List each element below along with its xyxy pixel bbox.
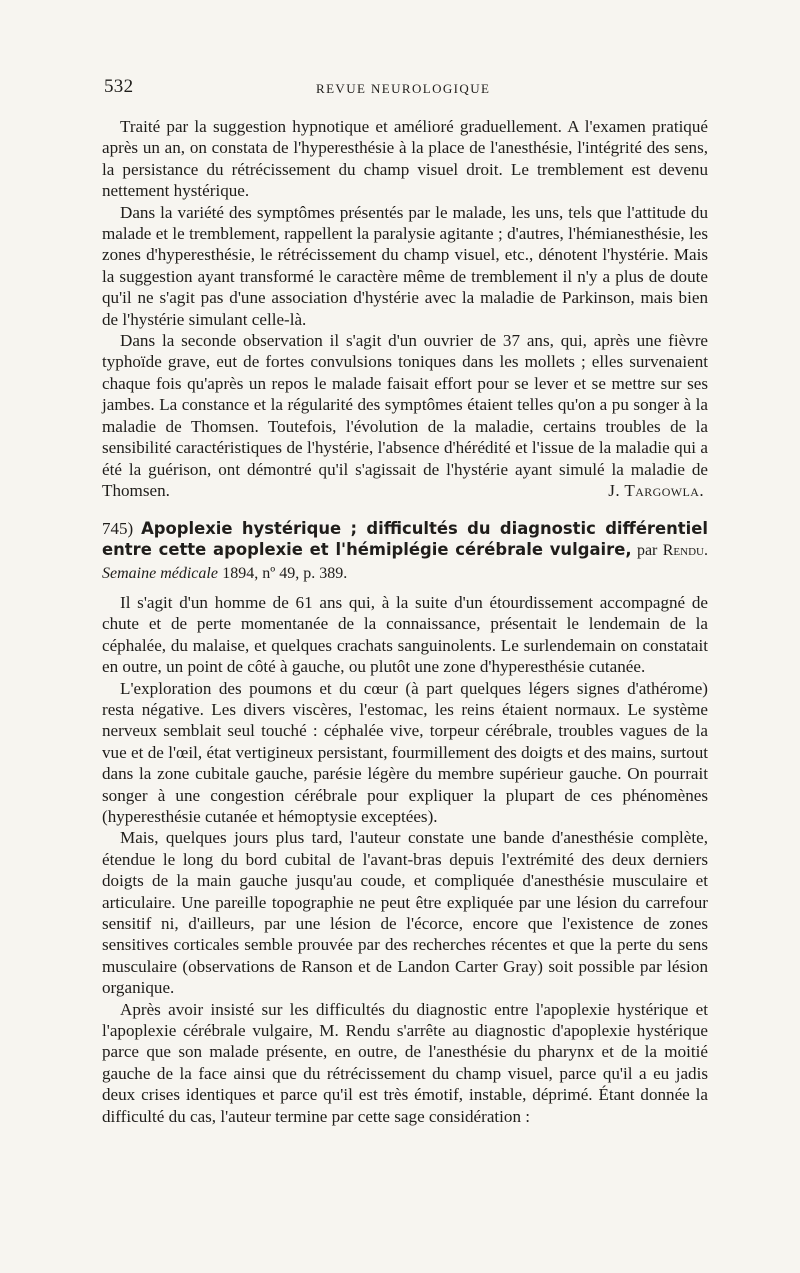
page-number: 532: [104, 76, 134, 97]
running-header: [104, 76, 704, 100]
article-source: Semaine médicale: [102, 564, 218, 582]
article-paragraph: L'exploration des poumons et du cœur (à part quelques légers signes d'athérome) resta négative. Les divers viscères, l'estomac, les reins étaient normaux. Le système nerveux semblait seul touché : céphalée vive, torpeur cérébrale, troubles vagues de la vue et de l'œil, état vertigineux persistant, fourmillement des doigts et des mains, surtout dans la zone cubitale gauche, parésie légère du membre supérieur gauche. On pourrait songer à une congestion cérébrale pour expliquer la plupart de ces phénomènes (hyperesthésie cutanée et hémoptysie exceptées).: [102, 678, 708, 826]
review-paragraph: Traité par la suggestion hypnotique et amélioré graduellement. A l'examen pratiqué après un an, on constata de l'hyperesthésie à la place de l'anesthésie, l'intégrité des sens, la persistance du rétrécissement du champ visuel droit. Le tremblement est devenu nettement hystérique.: [102, 117, 708, 201]
article-heading: [102, 518, 708, 584]
review-signature: J. Targowla.: [608, 481, 704, 501]
article-reference: 1894, nº 49, p. 389.: [222, 564, 348, 582]
review-paragraph: Dans la variété des symptômes présentés par le malade, les uns, tels que l'attitude du malade et le tremblement, rappellent la paralysie agitante ; d'autres, l'hémianesthésie, les zones d'hyperesthésie, le rétrécissement du champ visuel, etc., dénotent l'hystérie. Mais la suggestion ayant transformé le caractère même de tremblement il n'y a plus de doute qu'il ne s'agit pas d'une association d'hystérie avec la maladie de Parkinson, mais bien de l'hystérie simulant celle-là.: [102, 202, 708, 329]
review-paragraph: Dans la seconde observation il s'agit d'un ouvrier de 37 ans, qui, après une fièvre typhoïde grave, eut de fortes convulsions toniques dans les mollets ; elles survenaient chaque fois qu'après un repos le malade faisait effort pour se lever et se mettre sur ses jambes. La constance et la régularité des symptômes étaient telles qu'on a pu songer à la maladie de Thomsen. Toutefois, l'évolution de la maladie, certains troubles de la sensibilité caractéristiques de l'hystérie, l'absence d'hérédité et l'issue de la maladie qui a été la guérison, ont démontré qu'il s'agissait de l'hystérie ayant simulé la maladie de Thomsen.: [102, 331, 708, 500]
article-paragraph: Il s'agit d'un homme de 61 ans qui, à la suite d'un étourdissement accompagné de chute et de perte momentanée de la connaissance, présentait le lendemain de la céphalée, du malaise, et quelques crachats sanguinolents. Le surlendemain on constatait en outre, un point de côté à gauche, ou plutôt une zone d'hyperesthésie cutanée.: [102, 592, 708, 677]
journal-title: REVUE NEUROLOGIQUE: [316, 81, 491, 96]
article-paragraph: Après avoir insisté sur les difficultés du diagnostic entre l'apoplexie hystérique et l'apoplexie cérébrale vulgaire, M. Rendu s'arrête au diagnostic d'apoplexie hystérique parce que son malade présente, en outre, de l'anesthésie du pharynx et de la moitié gauche de la face ainsi que du rétrécissement du champ visuel, parce qu'il a eu jadis deux crises identiques et parce qu'il est très émotif, instable, déprimé. Étant donnée la difficulté du cas, l'auteur termine par cette sage considération :: [102, 999, 708, 1126]
article-author: Rendu.: [662, 542, 708, 560]
review-signature-line: [102, 480, 708, 501]
article-title: Apoplexie hystérique ; difficultés du diagnostic différentiel entre cette apoplexie et l'hémiplégie cérébrale vulgaire,: [102, 518, 708, 560]
review-final-paragraph: [102, 330, 708, 501]
author-lead: par: [636, 542, 658, 560]
article-paragraph: Mais, quelques jours plus tard, l'auteur constate une bande d'anesthésie complète, étendue le long du bord cubital de l'avant-bras depuis l'extrémité des deux derniers doigts de la main gauche jusqu'au coude, et compliquée d'anesthésie musculaire et articulaire. Une pareille topographie ne peut être expliquée par une lésion du carrefour sensitif ni, d'ailleurs, par une lésion de l'écorce, encore que l'existence de zones sensitives corticales semble prouvée par des recherches récentes et que la perte du sens musculaire (observations de Ranson et de Landon Carter Gray) soit possible par lésion organique.: [102, 828, 708, 998]
article-number: 745): [102, 518, 134, 538]
main-text: [102, 116, 708, 1127]
